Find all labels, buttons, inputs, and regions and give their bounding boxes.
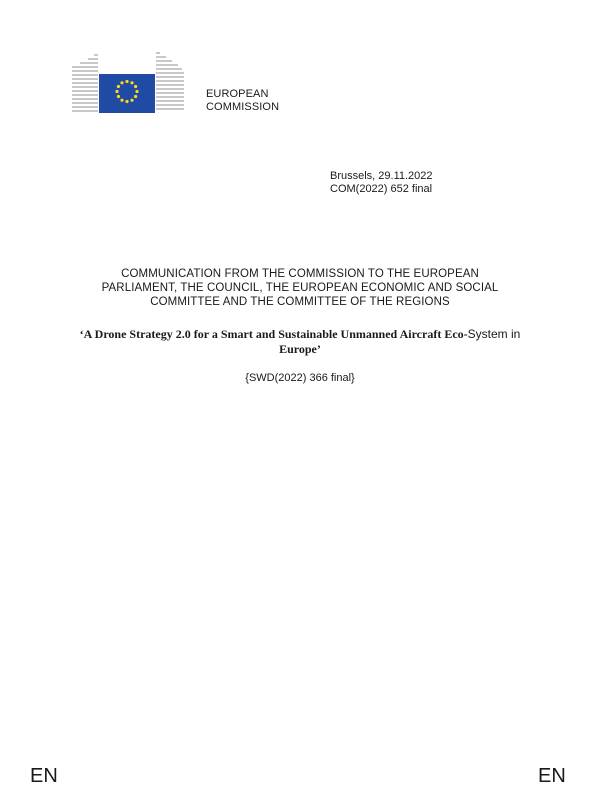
document-subtitle [70,327,530,357]
subtitle-plain-part: System in [467,327,521,341]
eu-flag-logo-icon [72,52,202,114]
place-date: Brussels, 29.11.2022 [330,170,433,182]
document-heading [70,267,530,309]
related-document-reference: {SWD(2022) 366 final} [245,372,355,384]
heading-line-3: COMMITTEE AND THE COMMITTEE OF THE REGIONS [150,296,450,308]
document-reference: COM(2022) 652 final [330,183,433,195]
subtitle-line-2: Europe’ [279,342,321,356]
heading-line-1: COMMUNICATION FROM THE COMMISSION TO THE EUROPEAN [121,268,479,280]
organization-name [206,88,279,114]
heading-line-2: PARLIAMENT, THE COUNCIL, THE EUROPEAN ECONOMIC AND SOCIAL [101,282,499,294]
subtitle-bold-part: ‘A Drone Strategy 2.0 for a Smart and Sustainable Unmanned Aircraft Eco- [79,327,468,341]
language-code-right: EN [538,765,566,787]
organization-name-line1: EUROPEAN [206,88,269,100]
document-meta [330,170,433,196]
organization-name-line2: COMMISSION [206,101,280,113]
language-code-left: EN [30,765,58,787]
